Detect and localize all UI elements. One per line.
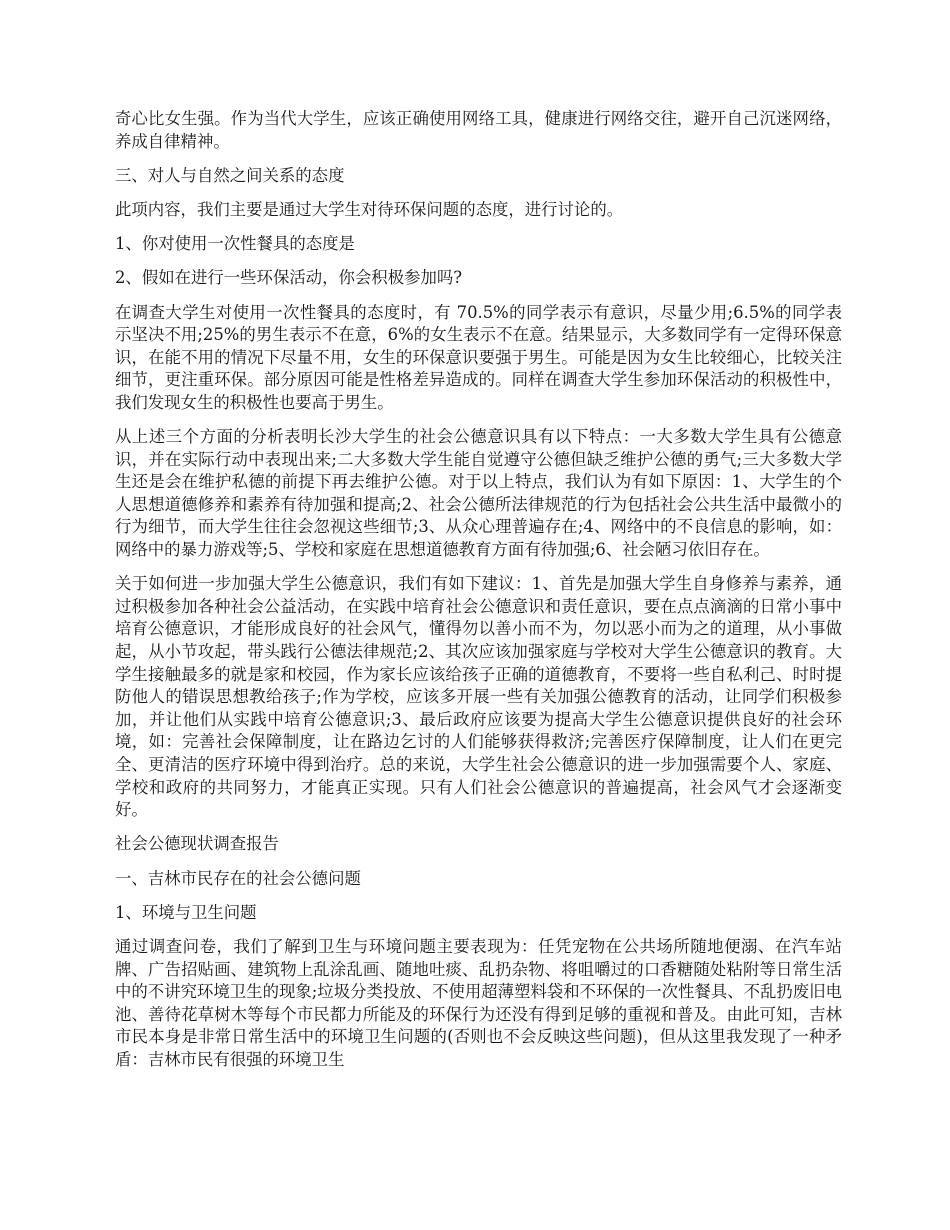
document-body: [115, 108, 842, 1083]
subsection-heading-environment-hygiene: 1、环境与卫生问题: [115, 902, 257, 922]
question-disposable-tableware: 1、你对使用一次性餐具的态度是: [115, 234, 355, 254]
paragraph-hygiene-findings: 通过调查问卷，我们了解到卫生与环境问题主要表现为：任凭宠物在公共场所随地便溺、在汽车站牌、广告招贴画、建筑物上乱涂乱画、随地吐痰、乱扔杂物、将咀嚼过的口香糖随处粘附等日常生活中的不讲究环境卫生的现象;垃圾分类投放、不使用超薄塑料袋和不环保的一次性餐具、不乱扔废旧电池、善待花草树木等每个市民都力所能及的环保行为还没有得到足够的重视和普及。由此可知，吉林市民本身是非常日常生活中的环境卫生问题的(否则也不会反映这些问题)，但从这里我发现了一种矛盾：吉林市民有很强的环境卫生: [115, 936, 842, 1069]
paragraph-analysis-features: 从上述三个方面的分析表明长沙大学生的社会公德意识具有以下特点：一大多数大学生具有公德意识，并在实际行动中表现出来;二大多数大学生能自觉遵守公德但缺乏维护公德的勇气;三大多数大学生还是会在维护私德的前提下再去维护公德。对于以上特点，我们认为有如下原因：1、大学生的个人思想道德修养和素养有待加强和提高;2、社会公德所法律规范的行为包括社会公共生活中最微小的行为细节，而大学生往往会忽视这些细节;3、从众心理普遍存在;4、网络中的不良信息的影响，如：网络中的暴力游戏等;5、学校和家庭在思想道德教育方面有待加强;6、社会陋习依旧存在。: [115, 427, 842, 560]
report-title: 社会公德现状调查报告: [115, 834, 279, 854]
section-heading-jilin-problems: 一、吉林市民存在的社会公德问题: [115, 868, 361, 888]
paragraph-suggestions: 关于如何进一步加强大学生公德意识，我们有如下建议：1、首先是加强大学生自身修养与素养，通过积极参加各种社会公益活动，在实践中培育社会公德意识和责任意识，要在点点滴滴的日常小事中培育公德意识，才能形成良好的社会风气，懂得勿以善小而不为，勿以恶小而为之的道理，从小事做起，从小节攻起，带头践行公德法律规范;2、其次应该加强家庭与学校对大学生公德意识的教育。大学生接触最多的就是家和校园，作为家长应该给孩子正确的道德教育，不要将一些自私利己、时时提防他人的错误思想教给孩子;作为学校，应该多开展一些有关加强公德教育的活动，让同学们积极参加，并让他们从实践中培育公德意识;3、最后政府应该要为提高大学生公德意识提供良好的社会环境，如：完善社会保障制度，让在路边乞讨的人们能够获得救济;完善医疗保障制度，让人们在更完全、更清洁的医疗环境中得到治疗。总的来说，大学生社会公德意识的进一步加强需要个人、家庭、学校和政府的共同努力，才能真正实现。只有人们社会公德意识的普遍提高，社会风气才会逐渐变好。: [115, 574, 842, 820]
question-environmental-activities: 2、假如在进行一些环保活动，你会积极参加吗?: [115, 268, 463, 288]
paragraph-survey-results: 在调查大学生对使用一次性餐具的态度时，有 70.5%的同学表示有意识，尽量少用;6.5%的同学表示坚决不用;25%的男生表示不在意，6%的女生表示不在意。结果显示，大多数同学有一定得环保意识，在能不用的情况下尽量不用，女生的环保意识要强于男生。可能是因为女生比较细心，比较关注细节，更注重环保。部分原因可能是性格差异造成的。同样在调查大学生参加环保活动的积极性中，我们发现女生的积极性也要高于男生。: [115, 302, 842, 412]
paragraph-internet-conclusion: 奇心比女生强。作为当代大学生，应该正确使用网络工具，健康进行网络交往，避开自己沉迷网络，养成自律精神。: [115, 109, 842, 151]
paragraph-intro-environment: 此项内容，我们主要是通过大学生对待环保问题的态度，进行讨论的。: [115, 199, 624, 219]
section-heading-nature-attitude: 三、对人与自然之间关系的态度: [115, 165, 345, 185]
